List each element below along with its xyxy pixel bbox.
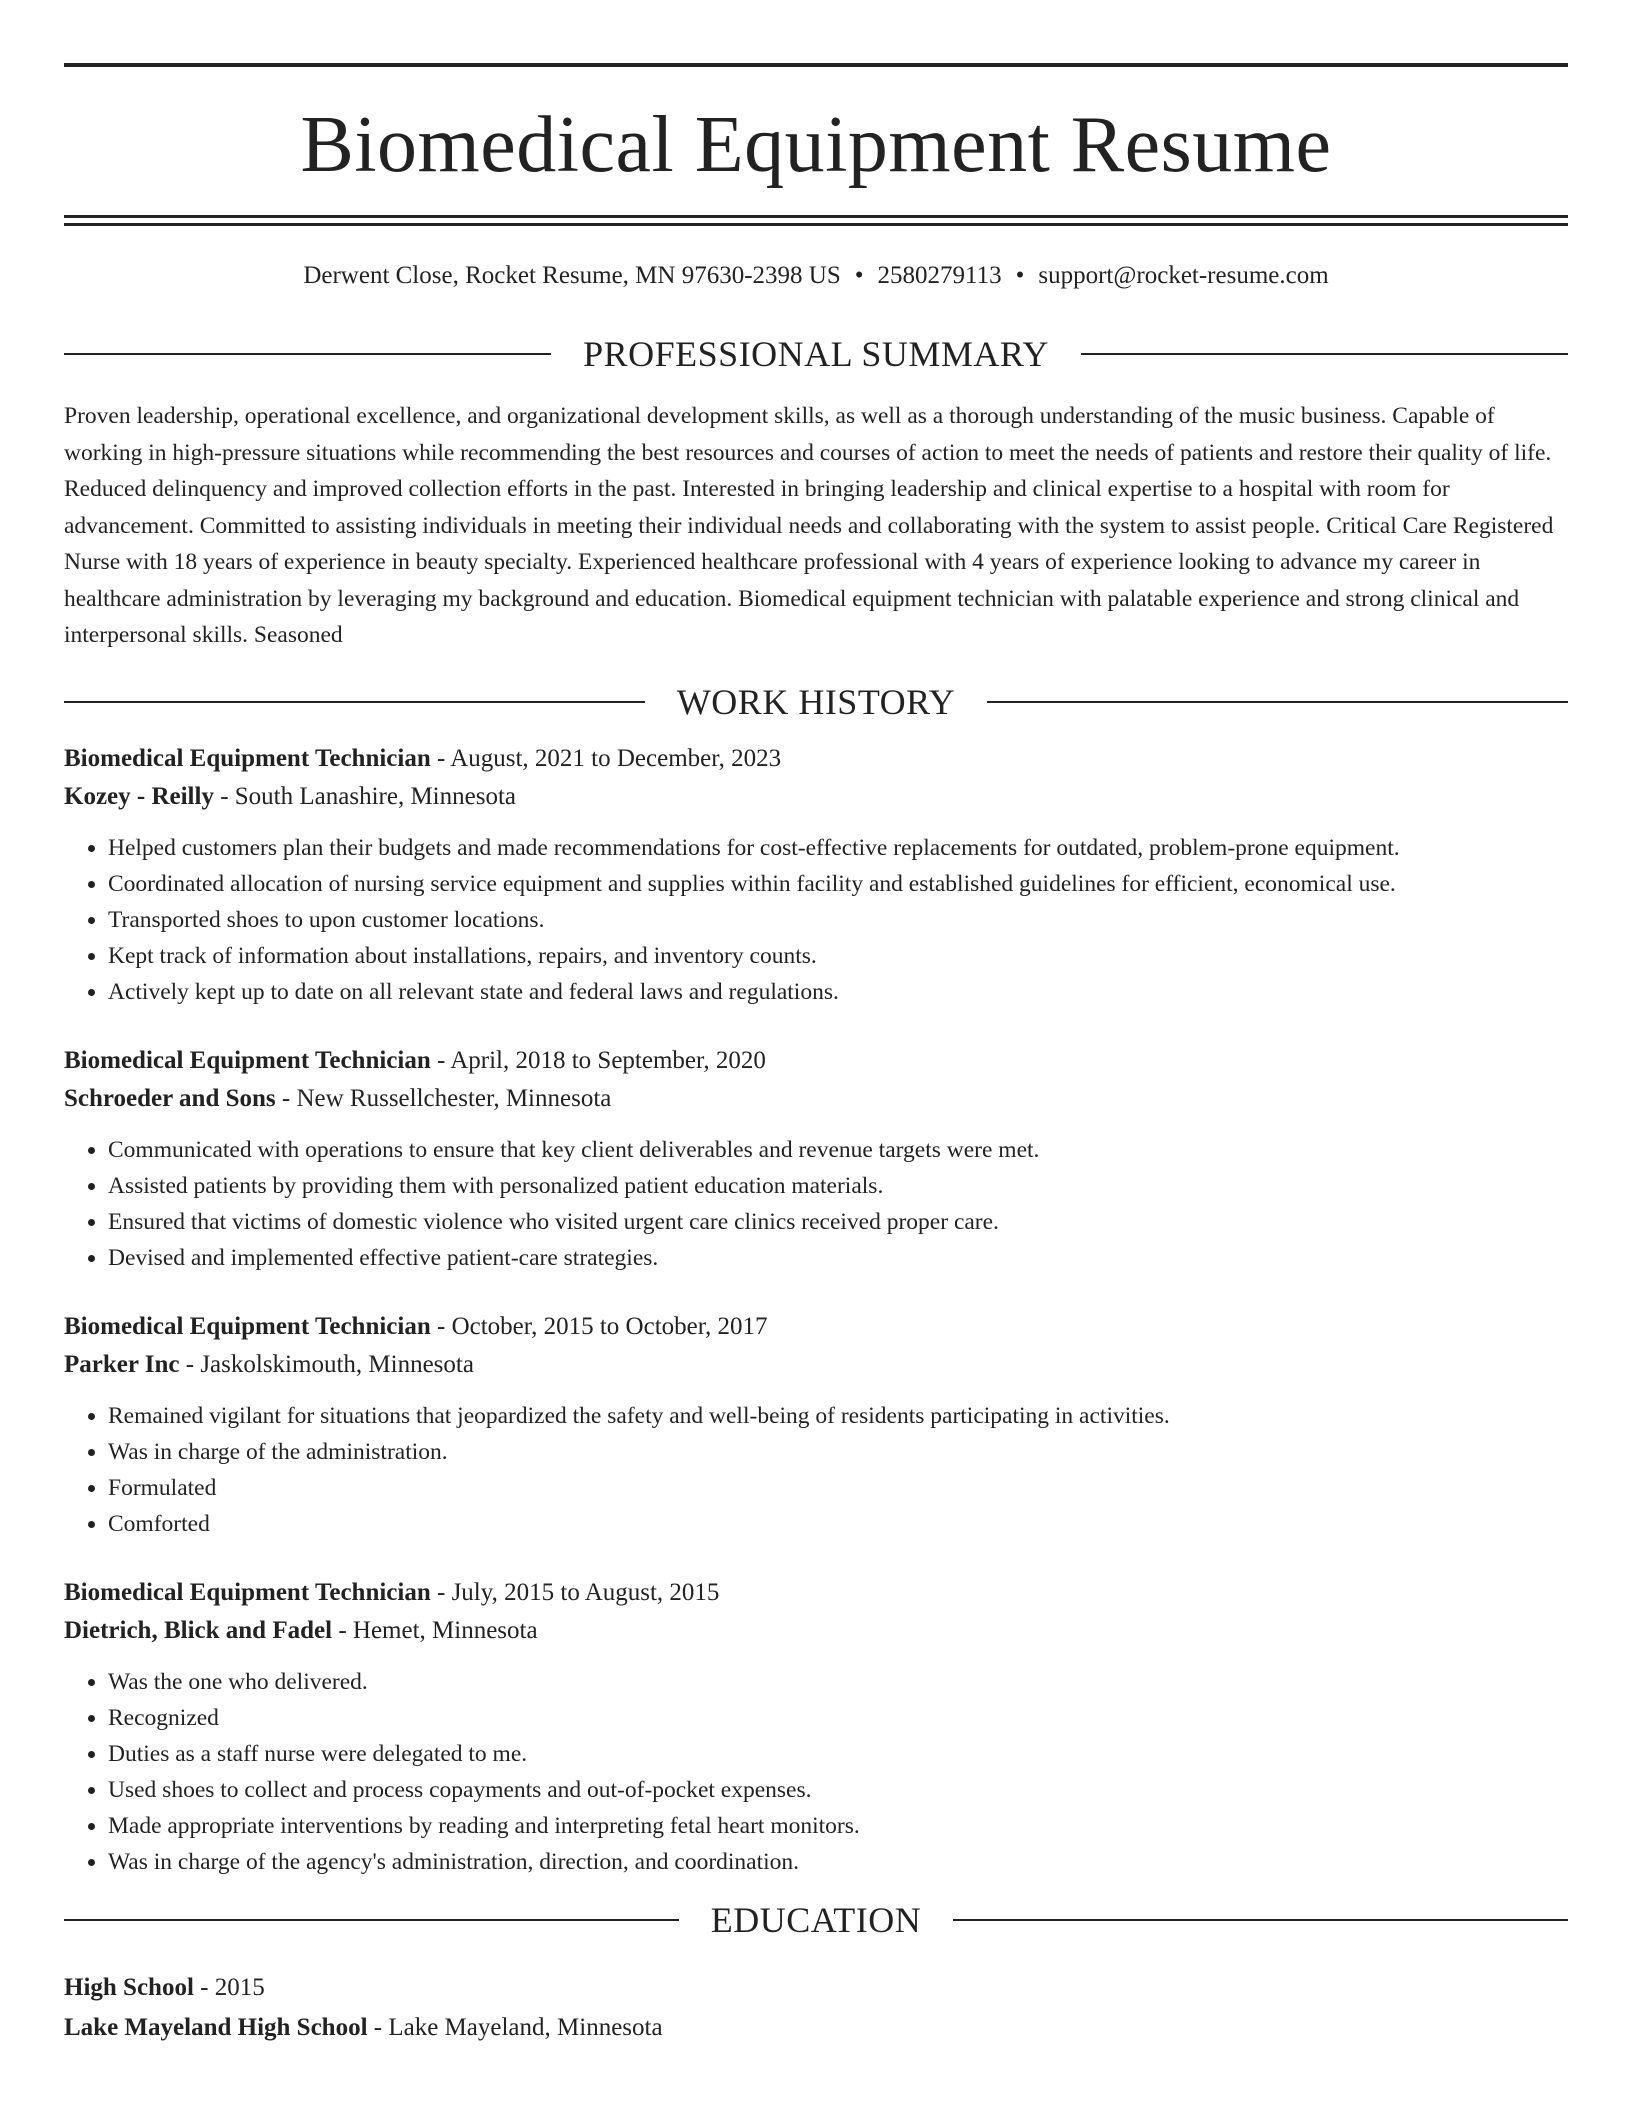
job-location: - South Lanashire, Minnesota — [213, 782, 516, 810]
job-bullet: • Transported shoes to upon customer locations. — [108, 902, 1568, 938]
job-company: Kozey - Reilly — [64, 782, 214, 810]
job-bullet: • Helped customers plan their budgets and made recommendations for cost-effective replacements for outdated, problem-prone equipment. — [108, 830, 1568, 866]
job-title: Biomedical Equipment Technician — [64, 1046, 431, 1074]
job-title: Biomedical Equipment Technician — [64, 1578, 431, 1606]
job-location: - New Russellchester, Minnesota — [275, 1084, 612, 1112]
job-bullet: • Was in charge of the agency's administration, direction, and coordination. — [108, 1844, 1568, 1880]
work-history-list — [64, 740, 1568, 1880]
summary-section-title: PROFESSIONAL SUMMARY — [583, 334, 1049, 374]
job-entry — [64, 740, 1568, 1010]
contact-separator: • — [854, 262, 864, 289]
job-bullets — [64, 830, 1568, 1010]
work-section-header — [64, 680, 1568, 724]
job-title: Biomedical Equipment Technician — [64, 744, 431, 772]
contact-separator: • — [1015, 262, 1025, 289]
job-bullet: • Remained vigilant for situations that jeopardized the safety and well-being of residents participating in activities. — [108, 1398, 1568, 1434]
job-dates: - April, 2018 to September, 2020 — [430, 1046, 766, 1074]
job-location: - Hemet, Minnesota — [332, 1616, 538, 1644]
contact-line — [64, 260, 1568, 292]
education-degree: High School — [64, 1973, 194, 2001]
job-bullets — [64, 1132, 1568, 1276]
education-year: - 2015 — [193, 1973, 265, 2001]
job-company-line — [64, 1612, 1568, 1650]
job-title-line — [64, 740, 1568, 778]
job-entry — [64, 1308, 1568, 1542]
job-bullet: • Ensured that victims of domestic violence who visited urgent care clinics received proper care. — [108, 1204, 1568, 1240]
job-dates: - October, 2015 to October, 2017 — [430, 1312, 768, 1340]
job-company-line — [64, 1080, 1568, 1118]
job-bullets — [64, 1398, 1568, 1542]
professional-summary-text: Proven leadership, operational excellence, and organizational development skills, as well as a thorough understanding of the music business. Capable of working in high-pressure situations while recommending the best resources and courses of action to meet the needs of patients and restore their quality of life. Reduced delinquency and improved collection efforts in the past. Interested in bringing leadership and clinical expertise to a hospital with room for advancement. Committed to assisting individuals in meeting their individual needs and collaborating with the system to assist people. Critical Care Registered Nurse with 18 years of experience in beauty specialty. Experienced healthcare professional with 4 years of experience looking to advance my career in healthcare administration by leveraging my background and education. Biomedical equipment technician with palatable experience and strong clinical and interpersonal skills. Seasoned — [64, 403, 1554, 648]
title-double-rule — [64, 215, 1568, 226]
education-section-header — [64, 1898, 1568, 1942]
job-bullet: • Recognized — [108, 1700, 1568, 1736]
contact-address: Derwent Close, Rocket Resume, MN 97630-2398 US — [303, 262, 841, 289]
job-title: Biomedical Equipment Technician — [64, 1312, 431, 1340]
job-bullet: • Was the one who delivered. — [108, 1664, 1568, 1700]
resume-title: Biomedical Equipment Resume — [300, 101, 1332, 189]
job-company-line — [64, 778, 1568, 816]
divider-line — [64, 1919, 679, 1921]
job-bullet: • Coordinated allocation of nursing service equipment and supplies within facility and established guidelines for efficient, economical use. — [108, 866, 1568, 902]
education-school-line — [64, 2008, 1568, 2048]
divider-line — [1081, 353, 1568, 355]
divider-line — [953, 1919, 1568, 1921]
education-school: Lake Mayeland High School — [64, 2013, 368, 2041]
divider-line — [64, 701, 645, 703]
job-company-line — [64, 1346, 1568, 1384]
divider-line — [64, 353, 551, 355]
job-entry — [64, 1574, 1568, 1880]
work-section-title: WORK HISTORY — [676, 681, 956, 722]
education-entry — [64, 1968, 1568, 2048]
education-section-title: EDUCATION — [710, 1899, 922, 1940]
education-degree-line — [64, 1968, 1568, 2008]
job-bullet: • Communicated with operations to ensure that key client deliverables and revenue targets were met. — [108, 1132, 1568, 1168]
education-location: - Lake Mayeland, Minnesota — [367, 2013, 663, 2041]
job-title-line — [64, 1308, 1568, 1346]
job-dates: - August, 2021 to December, 2023 — [430, 744, 782, 772]
job-bullet: • Assisted patients by providing them with personalized patient education materials. — [108, 1168, 1568, 1204]
job-company: Parker Inc — [64, 1350, 180, 1378]
job-title-line — [64, 1574, 1568, 1612]
job-company: Schroeder and Sons — [64, 1084, 276, 1112]
job-bullet: • Actively kept up to date on all relevant state and federal laws and regulations. — [108, 974, 1568, 1010]
divider-line — [987, 701, 1568, 703]
job-company: Dietrich, Blick and Fadel — [64, 1616, 333, 1644]
job-bullet: • Was in charge of the administration. — [108, 1434, 1568, 1470]
job-bullet: • Formulated — [108, 1470, 1568, 1506]
job-bullet: • Devised and implemented effective patient-care strategies. — [108, 1240, 1568, 1276]
job-bullets — [64, 1664, 1568, 1880]
job-bullet: • Made appropriate interventions by reading and interpreting fetal heart monitors. — [108, 1808, 1568, 1844]
contact-phone: 2580279113 — [877, 262, 1002, 289]
job-bullet: • Comforted — [108, 1506, 1568, 1542]
top-rule — [64, 63, 1568, 67]
job-location: - Jaskolskimouth, Minnesota — [179, 1350, 474, 1378]
job-bullet: • Used shoes to collect and process copayments and out-of-pocket expenses. — [108, 1772, 1568, 1808]
job-bullet: • Duties as a staff nurse were delegated to me. — [108, 1736, 1568, 1772]
job-entry — [64, 1042, 1568, 1276]
job-title-line — [64, 1042, 1568, 1080]
contact-email: support@rocket-resume.com — [1038, 262, 1329, 289]
summary-section-header — [64, 332, 1568, 376]
job-dates: - July, 2015 to August, 2015 — [430, 1578, 720, 1606]
job-bullet: • Kept track of information about installations, repairs, and inventory counts. — [108, 938, 1568, 974]
resume-page — [64, 0, 1568, 2048]
